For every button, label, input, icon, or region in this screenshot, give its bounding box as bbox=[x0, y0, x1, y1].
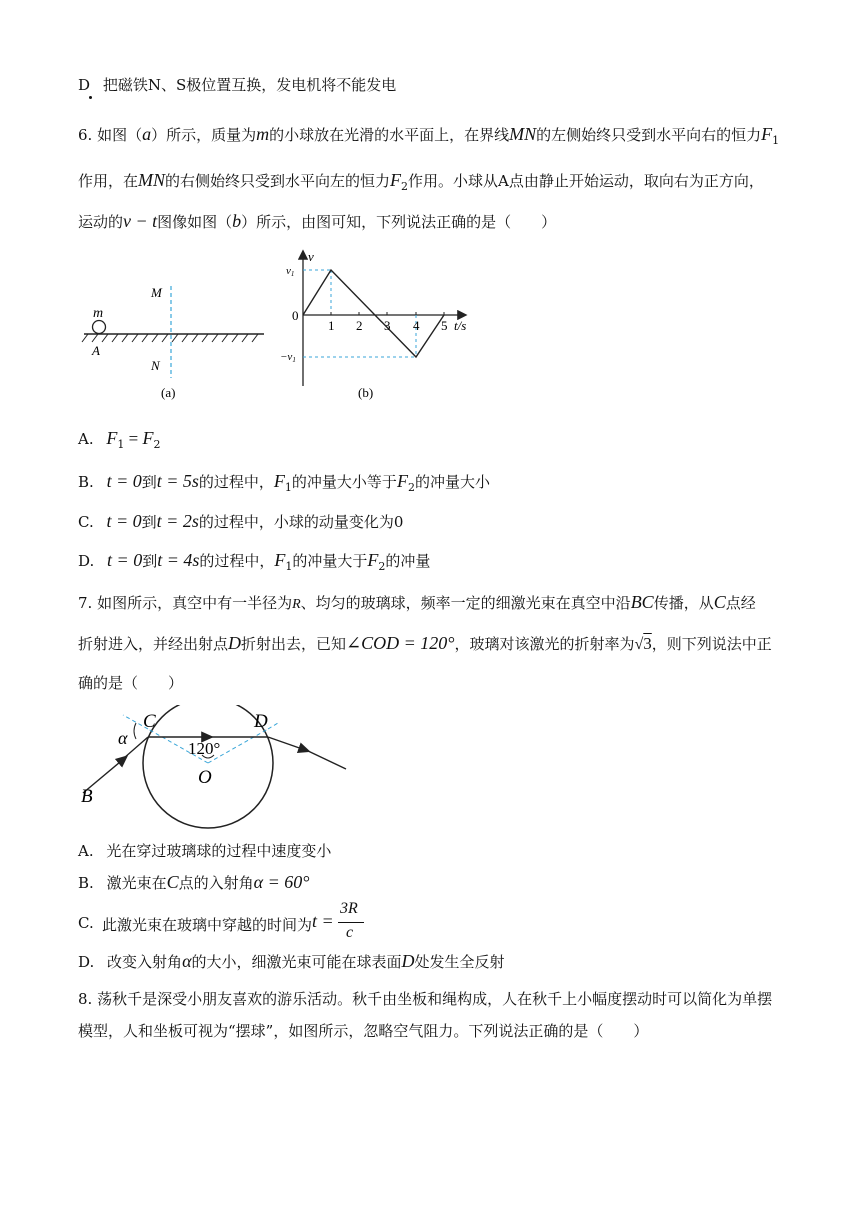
var-f: F bbox=[761, 124, 773, 144]
subscript: 1 bbox=[285, 560, 293, 573]
text: 的冲量大小等于 bbox=[291, 473, 397, 491]
text: 到 bbox=[142, 552, 158, 570]
velocity-curve bbox=[303, 270, 444, 357]
equals: = bbox=[124, 429, 143, 448]
text: ，则下列说法中正 bbox=[651, 635, 772, 653]
option-label: A. bbox=[78, 842, 94, 860]
text: 、均匀的玻璃球，频率一定的细激光束在真空中沿 bbox=[300, 594, 631, 612]
q6-option-d bbox=[78, 550, 430, 573]
text: 此激光束在玻璃中穿越的时间为 bbox=[102, 916, 313, 934]
text: 确的是（ ） bbox=[78, 674, 184, 692]
var-f: F bbox=[142, 428, 154, 448]
text: 如图（ bbox=[97, 126, 143, 144]
text: 模型，人和坐板可视为“摆球”，如图所示，忽略空气阻力。下列说法正确的是（ ） bbox=[78, 1022, 649, 1040]
option-label: A. bbox=[78, 430, 94, 448]
text: 的小球放在光滑的水平面上，在界线 bbox=[269, 126, 510, 144]
q7-line-3 bbox=[78, 672, 183, 693]
label-v1: v1 bbox=[286, 265, 295, 278]
tick-label-4: 4 bbox=[413, 318, 420, 333]
var-f: F bbox=[367, 550, 379, 570]
ball bbox=[93, 321, 106, 334]
alpha-arc bbox=[134, 723, 136, 739]
fig-ref: b bbox=[232, 211, 242, 231]
caption-a: (a) bbox=[161, 385, 176, 400]
fraction-bar bbox=[338, 922, 364, 923]
q6-line-2 bbox=[78, 170, 764, 193]
label-origin: 0 bbox=[292, 308, 299, 323]
label-d: D bbox=[254, 711, 268, 732]
ground-hatching bbox=[82, 334, 258, 342]
q6-line-1 bbox=[78, 124, 779, 147]
subscript: 2 bbox=[401, 180, 409, 193]
sqrt-value: 3 bbox=[643, 634, 652, 653]
text: 折射出去，已知 bbox=[241, 635, 347, 653]
q8-line-2 bbox=[78, 1020, 648, 1041]
q6-line-3 bbox=[78, 211, 556, 232]
text: 运动的 bbox=[78, 213, 124, 231]
tick-label-1: 1 bbox=[328, 318, 335, 333]
text: 到 bbox=[141, 473, 157, 491]
option-label: B. bbox=[78, 473, 94, 491]
option-label: B. bbox=[78, 874, 94, 892]
label-neg-v1: −v1 bbox=[280, 351, 296, 364]
option-text: 光在穿过玻璃球的过程中速度变小 bbox=[106, 842, 332, 860]
text: 传播，从 bbox=[653, 594, 714, 612]
subscript: 1 bbox=[284, 481, 292, 494]
var-f: F bbox=[273, 471, 285, 491]
var-c: C bbox=[166, 872, 179, 892]
text: 的冲量大于 bbox=[292, 552, 368, 570]
text: ，玻璃对该激光的折射率为 bbox=[454, 635, 635, 653]
var-f: F bbox=[390, 170, 402, 190]
prev-option-d bbox=[78, 74, 396, 95]
var-mn: MN bbox=[509, 124, 537, 144]
math: t = 5s bbox=[156, 471, 199, 491]
figure-a bbox=[78, 280, 278, 405]
text: 的右侧始终只受到水平向左的恒力 bbox=[165, 172, 391, 190]
label-n-boundary: N bbox=[151, 358, 160, 373]
tick-label-2: 2 bbox=[356, 318, 363, 333]
label-angle: 120° bbox=[188, 739, 221, 758]
q6-option-a bbox=[78, 428, 160, 451]
label-a: A bbox=[92, 343, 100, 358]
sqrt-sign: √ bbox=[634, 636, 644, 653]
exit-ray-2 bbox=[306, 750, 346, 769]
q6-option-c bbox=[78, 511, 403, 532]
var-mn: MN bbox=[138, 170, 166, 190]
text: 折射进入，并经出射点 bbox=[78, 635, 229, 653]
subscript: 1 bbox=[117, 438, 125, 451]
var-alpha: α bbox=[182, 951, 192, 971]
option-text: 把磁铁N、S极位置互换，发电机将不能发电 bbox=[102, 76, 397, 94]
q7-line-2 bbox=[78, 633, 772, 654]
var-d: D bbox=[401, 951, 415, 971]
text: 作用，在 bbox=[78, 172, 139, 190]
text: 作用。小球从A点由静止开始运动，取向右为正方向， bbox=[408, 172, 764, 190]
fraction-denominator: c bbox=[346, 924, 354, 941]
caption-b: (b) bbox=[358, 385, 374, 400]
tick-label-5: 5 bbox=[441, 318, 448, 333]
text: 的大小，细激光束可能在球表面 bbox=[191, 953, 402, 971]
math: t = 2s bbox=[156, 511, 199, 531]
var-m: m bbox=[256, 124, 270, 144]
text: 的过程中， bbox=[199, 552, 275, 570]
math: t = 0 bbox=[106, 511, 142, 531]
text: ）所示，质量为 bbox=[151, 126, 257, 144]
var-r: R bbox=[292, 597, 301, 612]
text: ）所示，由图可知，下列说法正确的是（ ） bbox=[241, 213, 557, 231]
question-number: 8. bbox=[78, 990, 93, 1008]
text: 的过程中，小球的动量变化为0 bbox=[198, 513, 404, 531]
text: 改变入射角 bbox=[107, 953, 183, 971]
text: 点的入射角 bbox=[178, 874, 254, 892]
math: t = 4s bbox=[157, 550, 200, 570]
angle-cod: ∠COD = 120° bbox=[346, 633, 455, 653]
math: t = 0 bbox=[107, 550, 143, 570]
var-f: F bbox=[274, 550, 286, 570]
var-bc: BC bbox=[630, 592, 654, 612]
option-label: C. bbox=[78, 914, 94, 932]
text: 激光束在 bbox=[106, 874, 167, 892]
q6-option-b bbox=[78, 471, 490, 494]
question-number: 6. bbox=[78, 126, 93, 144]
text: 图像如图（ bbox=[157, 213, 233, 231]
q7-line-1 bbox=[78, 592, 756, 613]
label-v: v bbox=[308, 249, 314, 264]
figure-b-vt-graph bbox=[270, 246, 490, 406]
subscript: 2 bbox=[153, 438, 161, 451]
text: 荡秋千是深受小朋友喜欢的游乐活动。秋千由坐板和绳构成，人在秋千上小幅度摆动时可以简化为单摆 bbox=[97, 990, 773, 1008]
label-m-boundary: M bbox=[151, 285, 162, 300]
label-o: O bbox=[198, 767, 212, 788]
label-m: m bbox=[93, 306, 104, 321]
var-d: D bbox=[228, 633, 242, 653]
text: 如图所示，真空中有一半径为 bbox=[97, 594, 293, 612]
fraction-numerator: 3R bbox=[340, 900, 358, 917]
var-c: C bbox=[713, 592, 726, 612]
text: 的过程中， bbox=[198, 473, 274, 491]
q7-option-d bbox=[78, 951, 505, 972]
label-c: C bbox=[143, 711, 156, 732]
var-vt: v − t bbox=[123, 211, 158, 231]
text: 的冲量大小 bbox=[414, 473, 490, 491]
text: 处发生全反射 bbox=[414, 953, 505, 971]
text: 的冲量 bbox=[385, 552, 431, 570]
figure-glass-ball bbox=[78, 705, 353, 835]
var-f: F bbox=[106, 428, 118, 448]
text: 的左侧始终只受到水平向右的恒力 bbox=[536, 126, 762, 144]
dot-mark bbox=[89, 96, 92, 99]
var-f: F bbox=[396, 471, 408, 491]
math: t = bbox=[312, 911, 334, 931]
label-alpha: α bbox=[118, 728, 128, 748]
q8-line-1 bbox=[78, 988, 772, 1009]
label-b: B bbox=[81, 786, 93, 807]
option-label: D bbox=[78, 76, 91, 94]
q7-option-b bbox=[78, 872, 309, 893]
subscript: 2 bbox=[407, 481, 415, 494]
tick-label-3: 3 bbox=[384, 318, 391, 333]
subscript: 1 bbox=[772, 134, 780, 147]
math: t = 0 bbox=[106, 471, 142, 491]
normal-d-ext bbox=[268, 723, 278, 729]
option-label: D. bbox=[78, 953, 95, 971]
math: α = 60° bbox=[253, 872, 310, 892]
option-label: D. bbox=[78, 552, 95, 570]
option-label: C. bbox=[78, 513, 94, 531]
label-t-axis: t/s bbox=[454, 318, 467, 333]
fig-ref: a bbox=[142, 124, 152, 144]
text: 点经 bbox=[725, 594, 756, 612]
subscript: 2 bbox=[378, 560, 386, 573]
text: 到 bbox=[141, 513, 157, 531]
q7-option-a bbox=[78, 840, 331, 861]
question-number: 7. bbox=[78, 594, 93, 612]
exit-ray-1 bbox=[268, 737, 308, 751]
